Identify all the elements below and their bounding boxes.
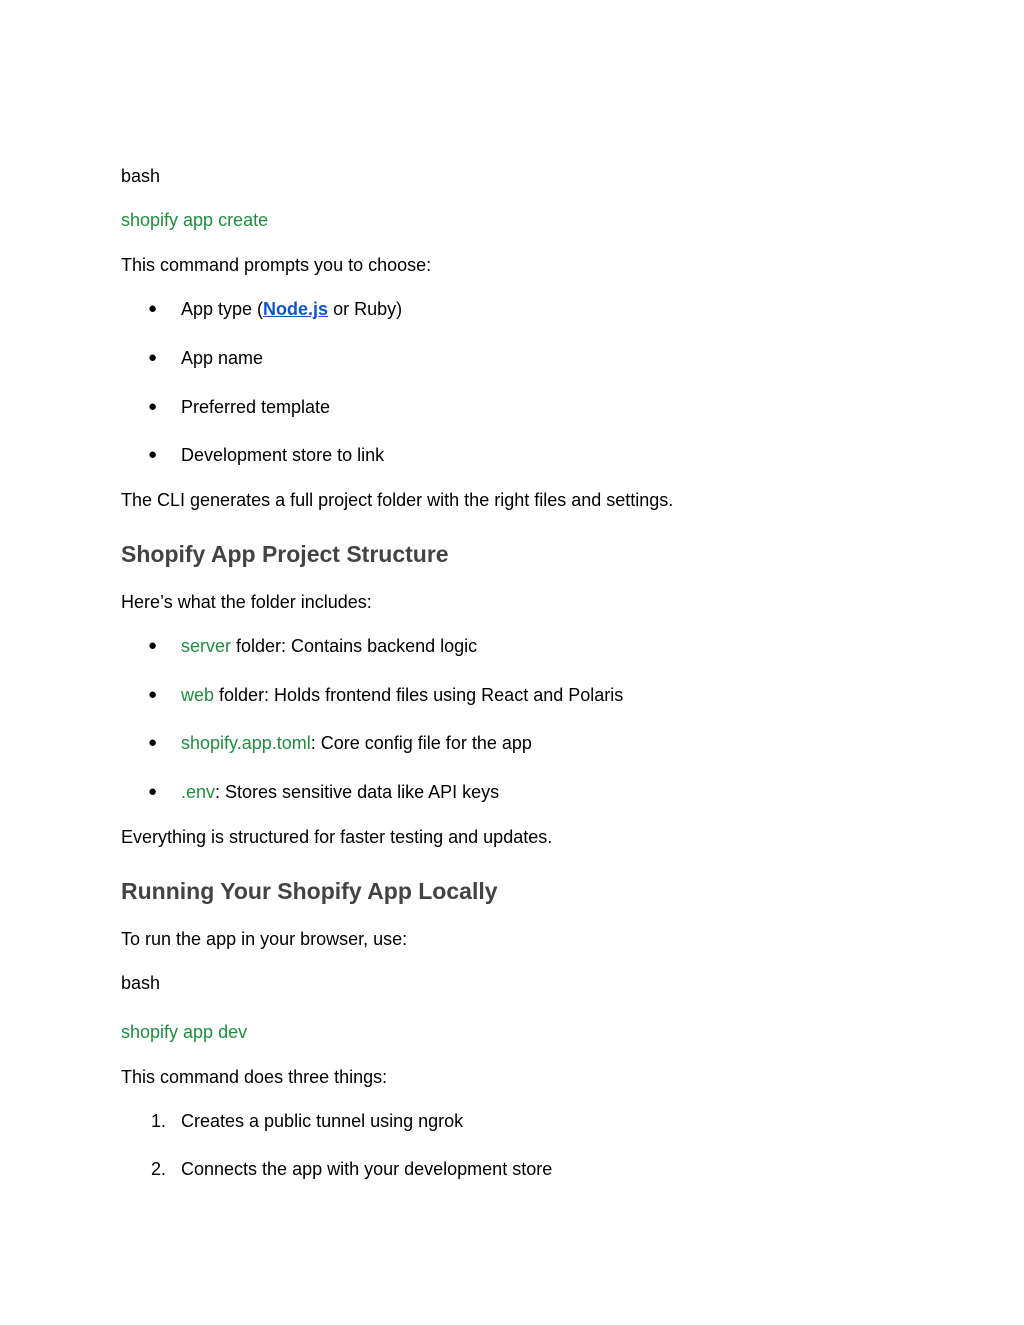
list-number: 1. <box>151 1111 167 1131</box>
code-command: shopify app dev <box>121 1022 248 1042</box>
bullet-icon: ● <box>148 734 158 751</box>
list-item-text: or Ruby) <box>328 299 403 319</box>
paragraph: This command prompts you to choose: <box>121 255 432 275</box>
inline-code: web <box>181 685 215 705</box>
inline-code: .env <box>181 782 216 802</box>
bullet-icon: ● <box>148 349 158 366</box>
bullet-icon: ● <box>148 783 158 800</box>
bullet-icon: ● <box>148 686 158 703</box>
list-item-text: : Core config file for the app <box>310 733 532 753</box>
paragraph: Everything is structured for faster testing and updates. <box>121 827 553 847</box>
bullet-icon: ● <box>148 637 158 654</box>
paragraph: The CLI generates a full project folder with the right files and settings. <box>121 490 674 510</box>
paragraph: To run the app in your browser, use: <box>121 929 408 949</box>
inline-code: server <box>181 636 232 656</box>
section-heading: Shopify App Project Structure <box>121 541 449 567</box>
code-language-label: bash <box>121 973 161 993</box>
nodejs-link[interactable]: Node.js <box>263 299 329 319</box>
list-item-text: Preferred template <box>181 397 331 417</box>
code-command: shopify app create <box>121 210 269 230</box>
bullet-icon: ● <box>148 398 158 415</box>
list-item-text: folder: Contains backend logic <box>231 636 478 656</box>
list-item-text: : Stores sensitive data like API keys <box>215 782 500 802</box>
list-item-text: Connects the app with your development store <box>181 1159 553 1179</box>
bullet-icon: ● <box>148 446 158 463</box>
section-heading: Running Your Shopify App Locally <box>121 878 498 904</box>
paragraph: This command does three things: <box>121 1067 388 1087</box>
list-item-text: Creates a public tunnel using ngrok <box>181 1111 464 1131</box>
list-number: 2. <box>151 1159 167 1179</box>
inline-code: shopify.app.toml <box>181 733 311 753</box>
bullet-icon: ● <box>148 300 158 317</box>
list-item-text: App type ( <box>181 299 264 319</box>
list-item-text: folder: Holds frontend files using React and Polaris <box>214 685 624 705</box>
list-item-text: Development store to link <box>181 445 385 465</box>
paragraph: Here’s what the folder includes: <box>121 592 372 612</box>
code-language-label: bash <box>121 166 161 186</box>
list-item-text: App name <box>181 348 264 368</box>
